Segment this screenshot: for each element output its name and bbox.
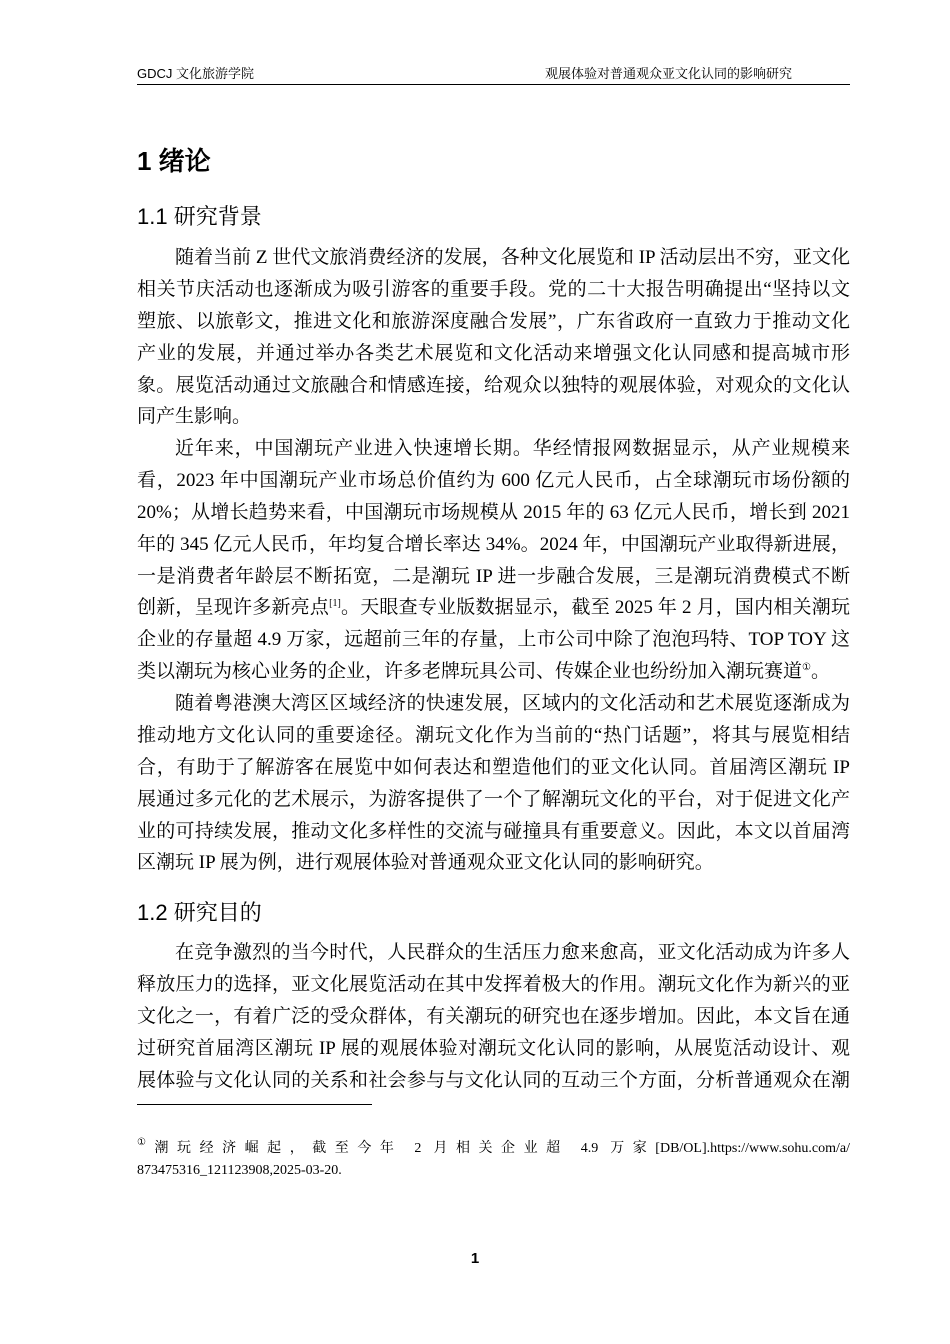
text-line: 年的 345 亿元人民币，年均复合增长率达 34%。2024 年，中国潮玩产业取得新进展， <box>137 533 850 555</box>
section-title-1-1: 1.1 研究背景 <box>137 204 262 229</box>
footnote <box>137 1138 850 1182</box>
text-line: 展通过多元化的艺术展示，为游客提供了一个了解潮玩文化的平台，对于促进文化产 <box>137 788 850 810</box>
text-line: 随着当前 Z 世代文旅消费经济的发展，各种文化展览和 IP 活动层出不穷，亚文化 <box>175 247 850 268</box>
paragraph-background-2 <box>137 433 850 688</box>
text-line: 看，2023 年中国潮玩产业市场总价值约为 600 亿元人民币，占全球潮玩市场份额的 <box>137 469 850 491</box>
text-line: 同产生影响。 <box>137 406 252 428</box>
header-institution: GDCJ 文化旅游学院 <box>137 66 255 81</box>
text-line: 在竞争激烈的当今时代，人民群众的生活压力愈来愈高，亚文化活动成为许多人 <box>175 942 850 963</box>
paragraph-background-3 <box>137 688 850 879</box>
text-line: 文化之一，有着广泛的受众群体，有关潮玩的研究也在逐步增加。因此，本文旨在通 <box>137 1005 850 1027</box>
text-line: 相关节庆活动也逐渐成为吸引游客的重要手段。党的二十大报告明确提出“坚持以文 <box>137 278 850 300</box>
citation-marker: ① <box>802 662 811 674</box>
text-segment: 。天眼查专业版数据显示，截至 2025 年 2 月，国内相关潮玩 <box>340 597 850 619</box>
page-header <box>137 66 850 85</box>
text-line: 随着粤港澳大湾区区域经济的快速发展，区域内的文化活动和艺术展览逐渐成为 <box>175 693 850 714</box>
text-line: 展体验与文化认同的关系和社会参与与文化认同的互动三个方面，分析普通观众在潮 <box>137 1069 850 1091</box>
text-line: 业的可持续发展，推动文化多样性的交流与碰撞具有重要意义。因此，本文以首届湾 <box>137 820 850 842</box>
text-line: 区潮玩 IP 展为例，进行观展体验对普通观众亚文化认同的影响研究。 <box>137 852 714 874</box>
text-line: 象。展览活动通过文旅融合和情感连接，给观众以独特的观展体验，对观众的文化认 <box>137 374 850 396</box>
page-number: 1 <box>470 1250 480 1267</box>
chapter-title: 1 绪论 <box>137 146 211 176</box>
text-segment: 类以潮玩为核心业务的企业，许多老牌玩具公司、传媒企业也纷纷加入潮玩赛道 <box>137 661 803 683</box>
text-line: 合，有助于了解游客在展览中如何表达和塑造他们的亚文化认同。首届湾区潮玩 IP <box>137 756 850 778</box>
text-line: 20%；从增长趋势来看，中国潮玩市场规模从 2015 年的 63 亿元人民币，增长到 2021 <box>137 501 850 523</box>
text-line <box>137 592 850 624</box>
text-segment: 创新，呈现许多新亮点 <box>137 597 330 619</box>
footnote-line-1: 潮玩经济崛起，截至今年 2 月相关企业超 4.9 万家[DB/OL].https://www.sohu.com/a/ <box>154 1141 850 1156</box>
text-line: 过研究首届湾区潮玩 IP 展的观展体验对潮玩文化认同的影响，从展览活动设计、观 <box>137 1037 850 1059</box>
text-line: 塑旅、以旅彰文，推进文化和旅游深度融合发展”，广东省政府一直致力于推动文化 <box>137 310 850 332</box>
text-line: 推动地方文化认同的重要途径。潮玩文化作为当前的“热门话题”，将其与展览相结 <box>137 724 850 746</box>
text-line: 一是消费者年龄层不断拓宽，二是潮玩 IP 进一步融合发展，三是潮玩消费模式不断 <box>137 565 850 587</box>
paragraph-purpose-1 <box>137 937 850 1096</box>
footnote-divider <box>137 1104 372 1105</box>
header-thesis-title: 观展体验对普通观众亚文化认同的影响研究 <box>544 66 792 81</box>
paragraph-background-1 <box>137 242 850 433</box>
text-line: 释放压力的选择，亚文化展览活动在其中发挥着极大的作用。潮玩文化作为新兴的亚 <box>137 973 850 995</box>
text-line: 产业的发展，并通过举办各类艺术展览和文化活动来增强文化认同感和提高城市形 <box>137 342 850 364</box>
footnote-line-2: 873475316_121123908,2025-03-20. <box>137 1163 342 1178</box>
text-line <box>137 656 850 688</box>
section-title-1-2: 1.2 研究目的 <box>137 900 262 925</box>
citation-marker: [1] <box>329 598 341 610</box>
text-line: 近年来，中国潮玩产业进入快速增长期。华经情报网数据显示，从产业规模来 <box>175 438 850 459</box>
footnote-marker: ① <box>137 1137 155 1148</box>
text-line: 企业的存量超 4.9 万家，远超前三年的存量，上市公司中除了泡泡玛特、TOP TOY 这 <box>137 629 850 651</box>
text-segment: 。 <box>810 661 830 683</box>
